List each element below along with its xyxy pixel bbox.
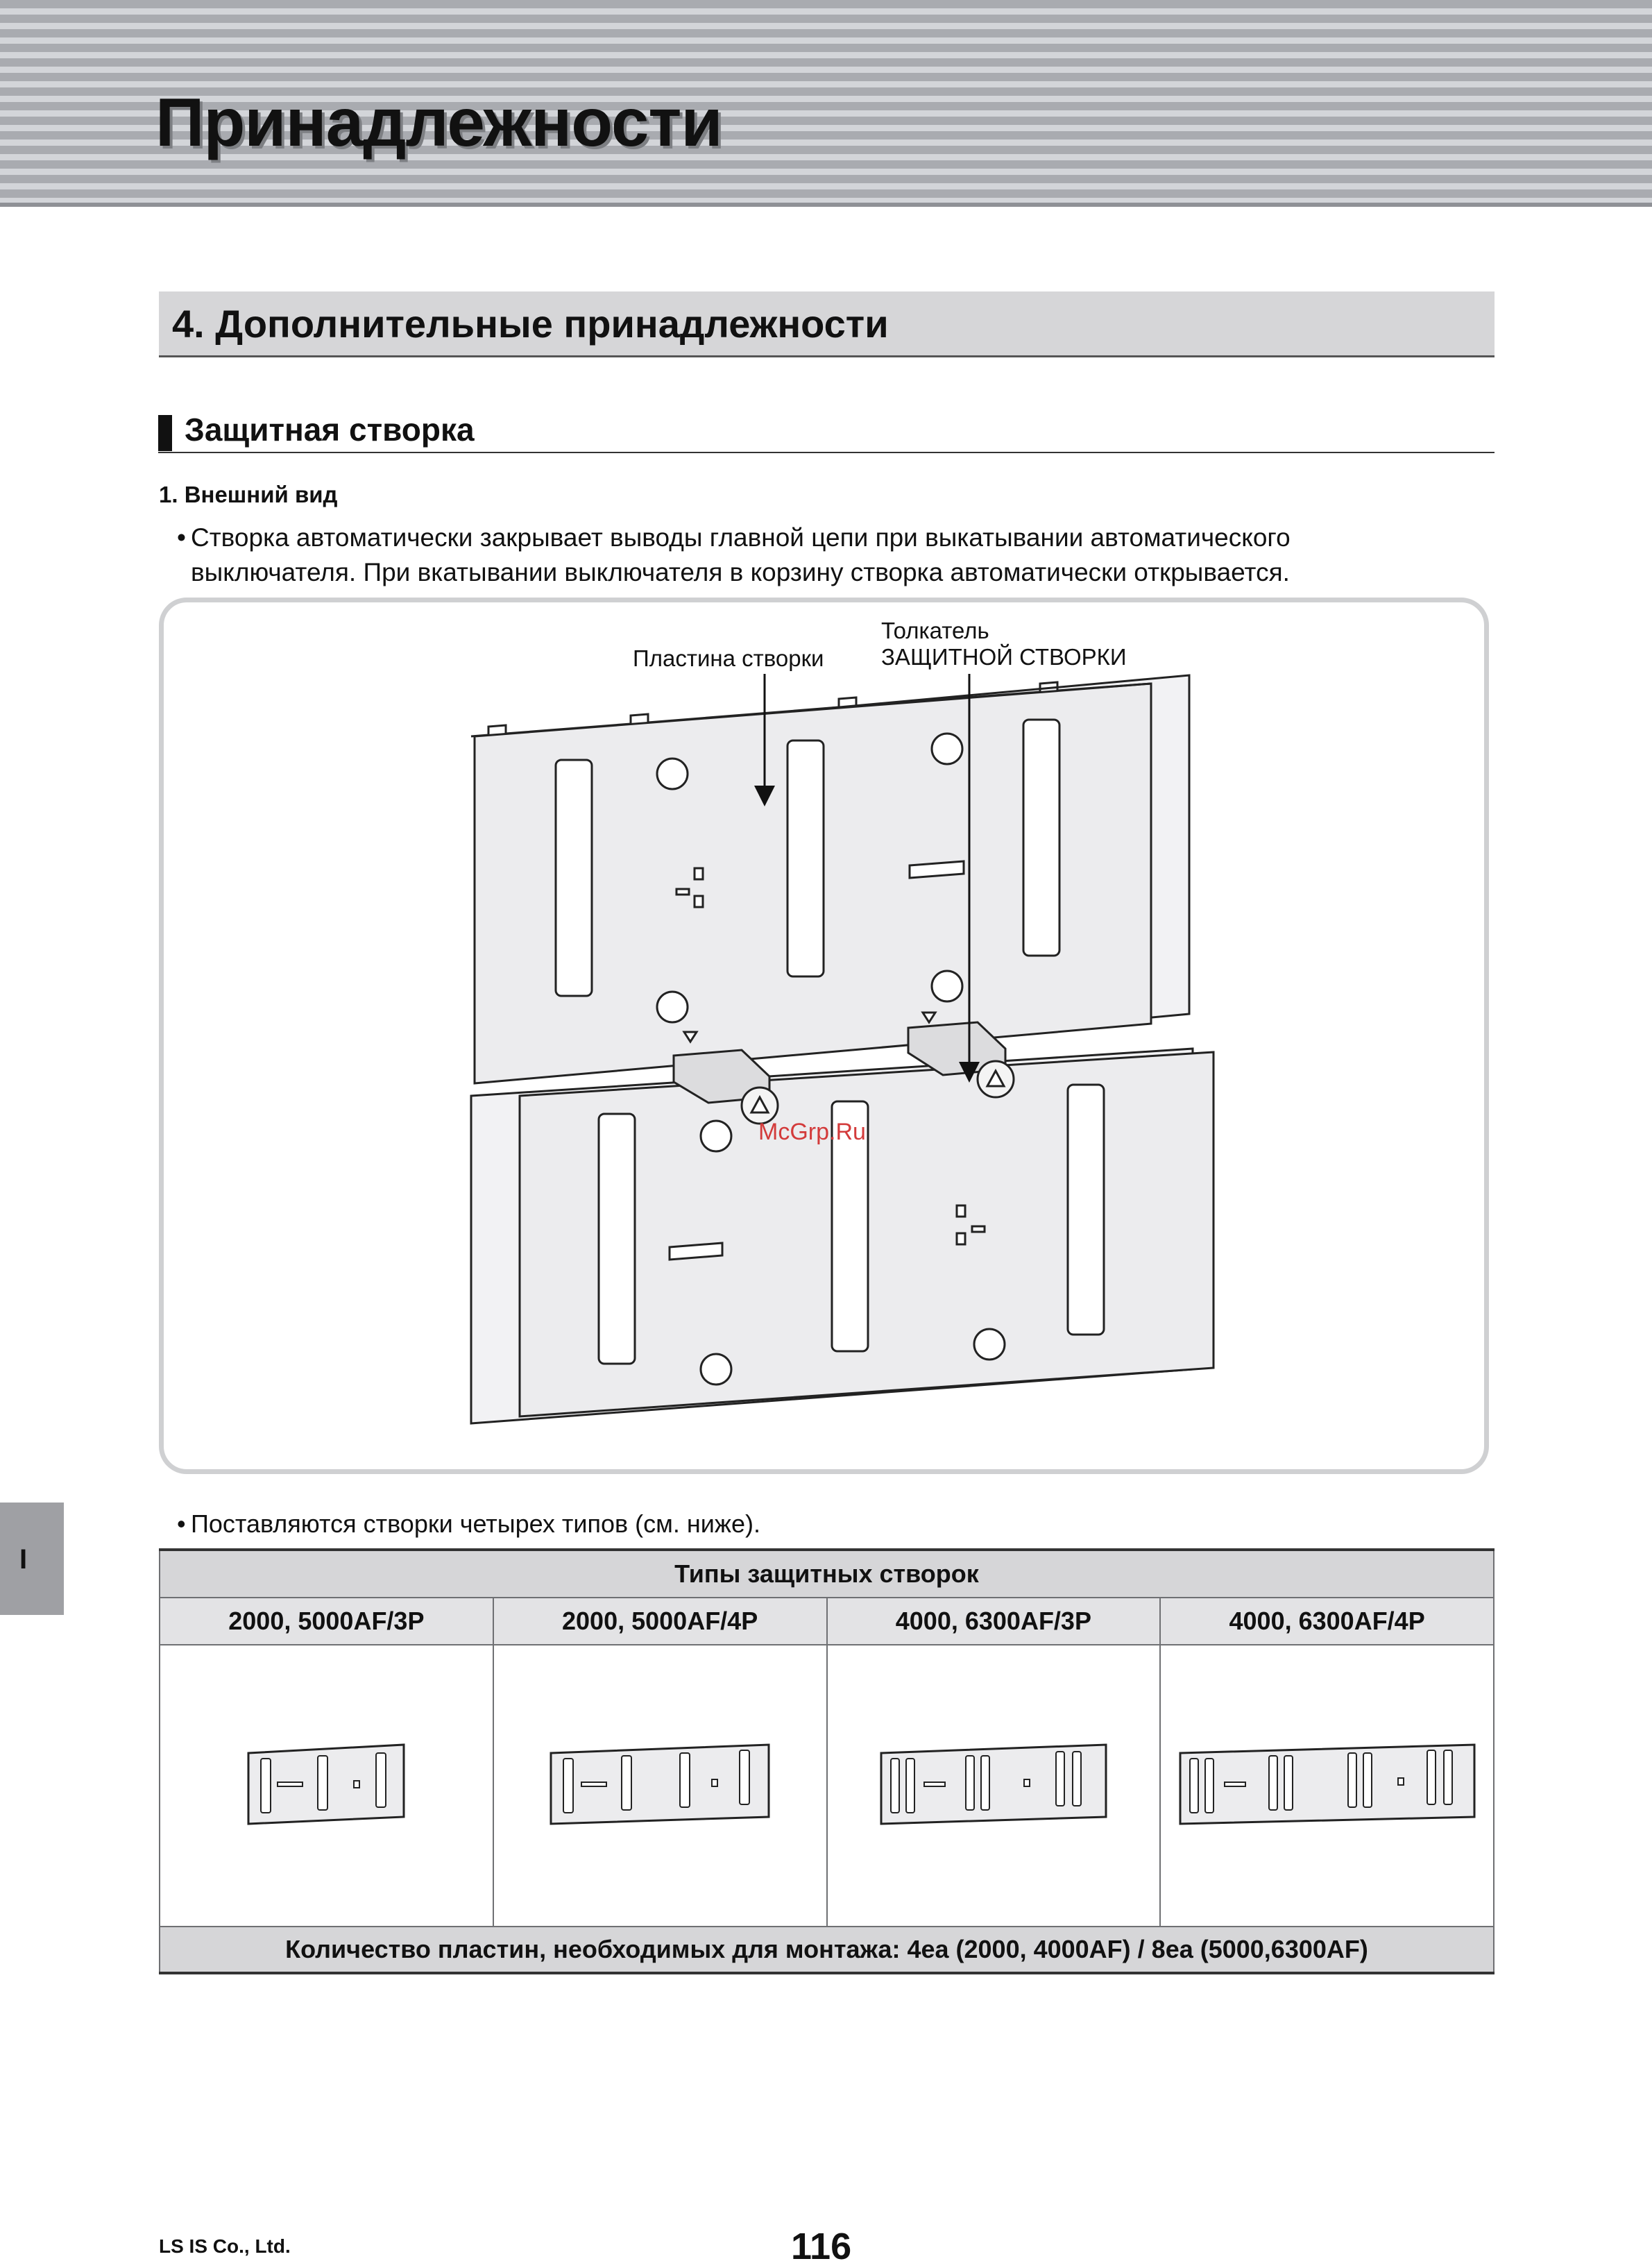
step-title: 1. Внешний вид [159, 482, 338, 507]
shutter-types-table [159, 1548, 1495, 1974]
subsection-rule [158, 452, 1495, 453]
shutter-image-cell [827, 1645, 1161, 1927]
subsection-marker [158, 415, 172, 451]
footer-company: LS IS Co., Ltd. [159, 2235, 291, 2257]
description-line-2: выключателя. При вкатывании выключателя в корзину створка автоматически открывается. [191, 558, 1290, 586]
table-column-header: 4000, 6300AF/4P [1160, 1598, 1494, 1645]
bullet: • [177, 523, 186, 552]
chapter-side-tab [0, 1503, 64, 1615]
chapter-side-tab-label: I [19, 1544, 28, 1575]
description-line-1: Створка автоматически закрывает выводы главной цепи при выкатывании автоматического [191, 523, 1291, 552]
lower-shutter-plate [471, 1049, 1214, 1423]
page-title: Принадлежности [155, 84, 722, 160]
label-pusher-line1: Толкатель [881, 618, 989, 643]
table-column-header: 4000, 6300AF/3P [827, 1598, 1161, 1645]
subsection-title: Защитная створка [185, 412, 475, 448]
shutter-image-cell [160, 1645, 493, 1927]
section-title: 4. Дополнительные принадлежности [172, 302, 889, 346]
types-note [177, 1509, 760, 1539]
types-note-text: Поставляются створки четырех типов (см. ниже). [191, 1509, 760, 1538]
label-shutter-plate: Пластина створки [633, 645, 824, 671]
table-footer: Количество пластин, необходимых для монтажа: 4ea (2000, 4000AF) / 8ea (5000,6300AF) [160, 1927, 1494, 1973]
shutter-3p-image [243, 1738, 409, 1828]
page-number: 116 [791, 2226, 852, 2267]
bullet: • [177, 1509, 186, 1538]
shutter-image-cell [1160, 1645, 1494, 1927]
shutter-4p-large-image [1175, 1738, 1480, 1828]
shutter-image-cell [493, 1645, 827, 1927]
label-pusher-line2: ЗАЩИТНОЙ СТВОРКИ [881, 644, 1127, 670]
shutter-3p-large-image [876, 1738, 1112, 1828]
upper-shutter-plate [471, 675, 1189, 1083]
table-column-header: 2000, 5000AF/4P [493, 1598, 827, 1645]
shutter-4p-image [545, 1738, 774, 1828]
description-paragraph [177, 521, 1488, 590]
shutter-illustration [159, 598, 1489, 1474]
table-column-header: 2000, 5000AF/3P [160, 1598, 493, 1645]
watermark: McGrp.Ru [758, 1119, 866, 1145]
table-title: Типы защитных створок [160, 1550, 1494, 1598]
